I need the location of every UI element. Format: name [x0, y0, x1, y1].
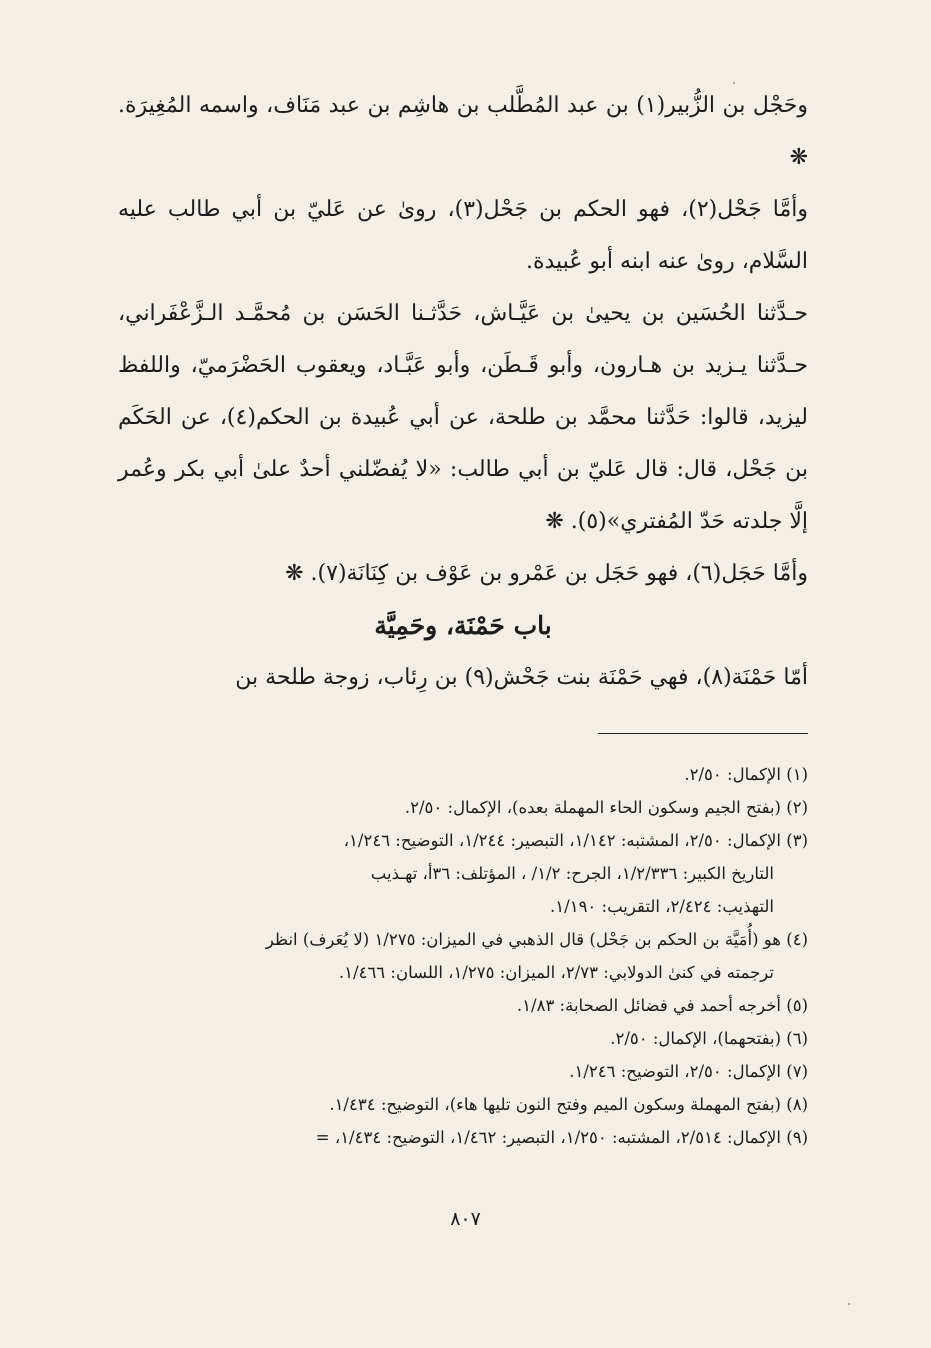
footnote-3-continuation: التهذيب: ٢/٤٢٤، التقريب: ١/١٩٠. [550, 897, 774, 916]
paper-speck [733, 82, 735, 84]
footnote-3-continuation: التاريخ الكبير: ١/٢/٣٣٦، الجرح: ١/٢/ ، المؤتلف: ٣٦أ، تهـذيب [370, 864, 774, 883]
footnote-2: (٢) (بفتح الجيم وسكون الحاء المهملة بعده)، الإكمال: ٢/٥٠. [404, 798, 808, 817]
footnote-6: (٦) (بفتحهما)، الإكمال: ٢/٥٠. [610, 1029, 808, 1048]
footnote-3: (٣) الإكمال: ٢/٥٠، المشتبه: ١/١٤٢، التبصير: ١/٢٤٤، التوضيح: ١/٢٤٦، [343, 831, 808, 850]
paragraph-jahl: وأمَّا جَحْل(٢)، فهو الحكم بن جَحْل(٣)، روىٰ عن عَليّ بن أبي طالب عليه السَّلام، روىٰ عنه ابنه أبو عُبيدة. [118, 197, 809, 274]
footnote-9: (٩) الإكمال: ٢/٥١٤، المشتبه: ١/٢٥٠، التبصير: ١/٤٦٢، التوضيح: ١/٤٣٤، = [315, 1128, 808, 1147]
page-number: ٨٠٧ [450, 1208, 481, 1230]
paragraph-hamna: أمّا حَمْنَة(٨)، فهي حَمْنَة بنت جَحْش(٩) بن رِئاب، زوجة طلحة بن [235, 665, 808, 690]
section-heading: باب حَمْنَة، وحَمِيَّة [374, 611, 552, 640]
main-text [118, 80, 808, 704]
paragraph-zubair: وحَجْل بن الزُّبير(١) بن عبد المُطَّلب بن هاشِم بن عبد مَنَاف، واسمه المُغِيرَة. ❋ [118, 93, 808, 170]
footnote-8: (٨) (بفتح المهملة وسكون الميم وفتح النون تليها هاء)، التوضيح: ١/٤٣٤. [329, 1095, 808, 1114]
footnote-5: (٥) أخرجه أحمد في فضائل الصحابة: ١/٨٣. [516, 996, 808, 1015]
footnote-1: (١) الإكمال: ٢/٥٠. [684, 765, 808, 784]
footnote-separator [598, 733, 808, 734]
footnote-4-continuation: ترجمته في كنىٰ الدولابي: ٢/٧٣، الميزان: ١/٢٧٥، اللسان: ١/٤٦٦. [338, 963, 774, 982]
paragraph-hajal: وأمَّا حَجَل(٦)، فهو حَجَل بن عَمْرو بن عَوْف بن كِنَانَة(٧). ❋ [285, 561, 808, 586]
footnotes [118, 758, 808, 1154]
paragraph-hadith: حـدَّثنا الحُسَين بن يحيىٰ بن عَيَّـاش، حَدَّثـنا الحَسَن بن مُحمَّـد الـزَّعْفَراني، حـدَّثنا يـزيد بن هـارون، وأبو قَـطَن، وأبو عَبَّـاد، ويعقوب الحَضْرَميّ، واللفظ ليزيد، قالوا: حَدَّثنا محمَّد بن طلحة، عن أبي عُبيدة بن الحكم(٤)، عن الحَكَم بن جَحْل، قال: قال عَليّ بن أبي طالب: «لا يُفضّلني أحدٌ علىٰ أبي بكر وعُمر إلَّا جلدته حَدّ المُفتري»(٥). ❋ [118, 301, 808, 534]
paper-speck [848, 1303, 850, 1305]
footnote-4: (٤) هو (أُمَيَّة بن الحكم بن جَحْل) قال الذهبي في الميزان: ١/٢٧٥ (لا يُعَرف) انظر [265, 930, 808, 949]
footnote-7: (٧) الإكمال: ٢/٥٠، التوضيح: ١/٢٤٦. [569, 1062, 808, 1081]
